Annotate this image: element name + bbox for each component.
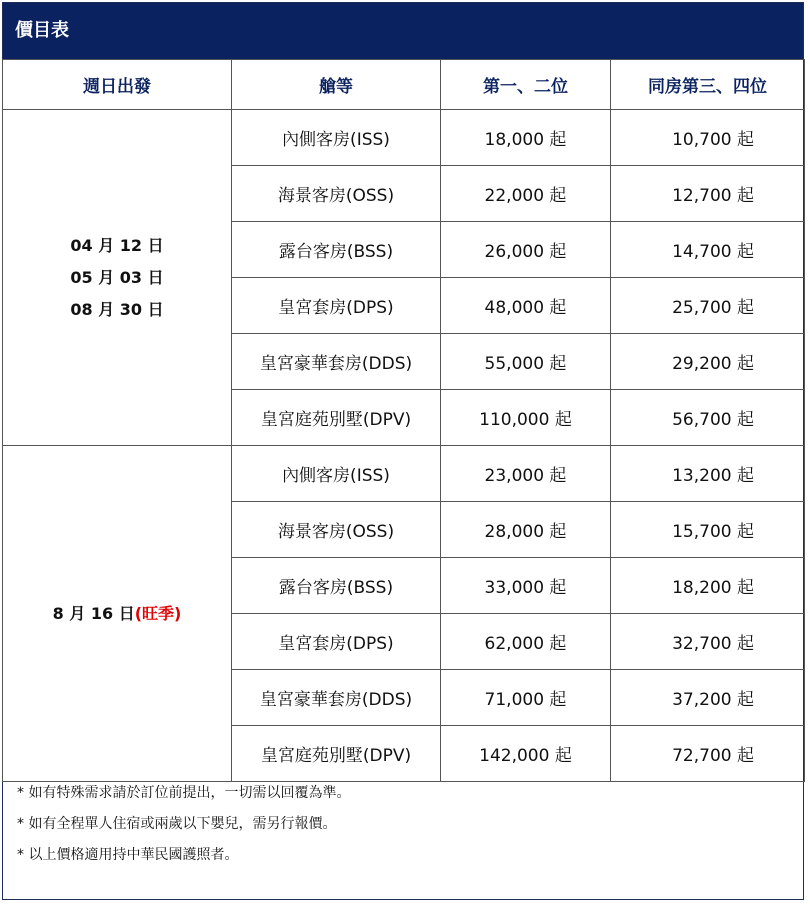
price-first-second: 18,000 起 <box>441 110 611 166</box>
cabin-type: 皇宮庭苑別墅(DPV) <box>232 390 441 446</box>
price-third-fourth: 14,700 起 <box>611 222 805 278</box>
price-third-fourth: 10,700 起 <box>611 110 805 166</box>
price-first-second: 28,000 起 <box>441 502 611 558</box>
price-third-fourth: 15,700 起 <box>611 502 805 558</box>
cabin-type: 露台客房(BSS) <box>232 558 441 614</box>
price-third-fourth: 12,700 起 <box>611 166 805 222</box>
table-header-row <box>3 60 805 110</box>
departure-dates-cell <box>3 446 232 782</box>
cabin-type: 海景客房(OSS) <box>232 166 441 222</box>
price-first-second: 110,000 起 <box>441 390 611 446</box>
table-row <box>3 446 805 502</box>
cabin-type: 皇宮庭苑別墅(DPV) <box>232 726 441 782</box>
note-item: * 如有全程單人住宿或兩歲以下嬰兒，需另行報價。 <box>17 816 337 832</box>
notes-section <box>3 778 803 871</box>
price-first-second: 23,000 起 <box>441 446 611 502</box>
price-third-fourth: 18,200 起 <box>611 558 805 614</box>
price-first-second: 55,000 起 <box>441 334 611 390</box>
price-third-fourth: 13,200 起 <box>611 446 805 502</box>
header-cabin: 艙等 <box>232 60 441 110</box>
header-price-3-4: 同房第三、四位 <box>611 60 805 110</box>
price-table <box>2 59 805 782</box>
price-first-second: 48,000 起 <box>441 278 611 334</box>
header-departure: 週日出發 <box>3 60 232 110</box>
price-first-second: 62,000 起 <box>441 614 611 670</box>
cabin-type: 海景客房(OSS) <box>232 502 441 558</box>
departure-dates-cell <box>3 110 232 446</box>
cabin-type: 皇宮豪華套房(DDS) <box>232 334 441 390</box>
cabin-type: 皇宮套房(DPS) <box>232 278 441 334</box>
price-third-fourth: 32,700 起 <box>611 614 805 670</box>
price-third-fourth: 56,700 起 <box>611 390 805 446</box>
cabin-type: 內側客房(ISS) <box>232 446 441 502</box>
price-third-fourth: 72,700 起 <box>611 726 805 782</box>
departure-date: 8 月 16 日 <box>52 603 135 623</box>
header-price-1-2: 第一、二位 <box>441 60 611 110</box>
departure-date: 05 月 03 日 <box>70 267 164 287</box>
cabin-type: 皇宮套房(DPS) <box>232 614 441 670</box>
departure-date: 08 月 30 日 <box>70 299 164 319</box>
note-item: * 以上價格適用持中華民國護照者。 <box>17 847 239 863</box>
cabin-type: 露台客房(BSS) <box>232 222 441 278</box>
price-first-second: 142,000 起 <box>441 726 611 782</box>
price-first-second: 71,000 起 <box>441 670 611 726</box>
peak-season-tag: (旺季) <box>134 603 182 623</box>
price-first-second: 26,000 起 <box>441 222 611 278</box>
cabin-type: 內側客房(ISS) <box>232 110 441 166</box>
note-item: * 如有特殊需求請於訂位前提出，一切需以回覆為準。 <box>17 785 351 801</box>
price-first-second: 22,000 起 <box>441 166 611 222</box>
price-first-second: 33,000 起 <box>441 558 611 614</box>
price-third-fourth: 25,700 起 <box>611 278 805 334</box>
table-row <box>3 110 805 166</box>
price-third-fourth: 29,200 起 <box>611 334 805 390</box>
cabin-type: 皇宮豪華套房(DDS) <box>232 670 441 726</box>
page-title: 價目表 <box>3 3 803 59</box>
price-third-fourth: 37,200 起 <box>611 670 805 726</box>
departure-date: 04 月 12 日 <box>70 235 164 255</box>
